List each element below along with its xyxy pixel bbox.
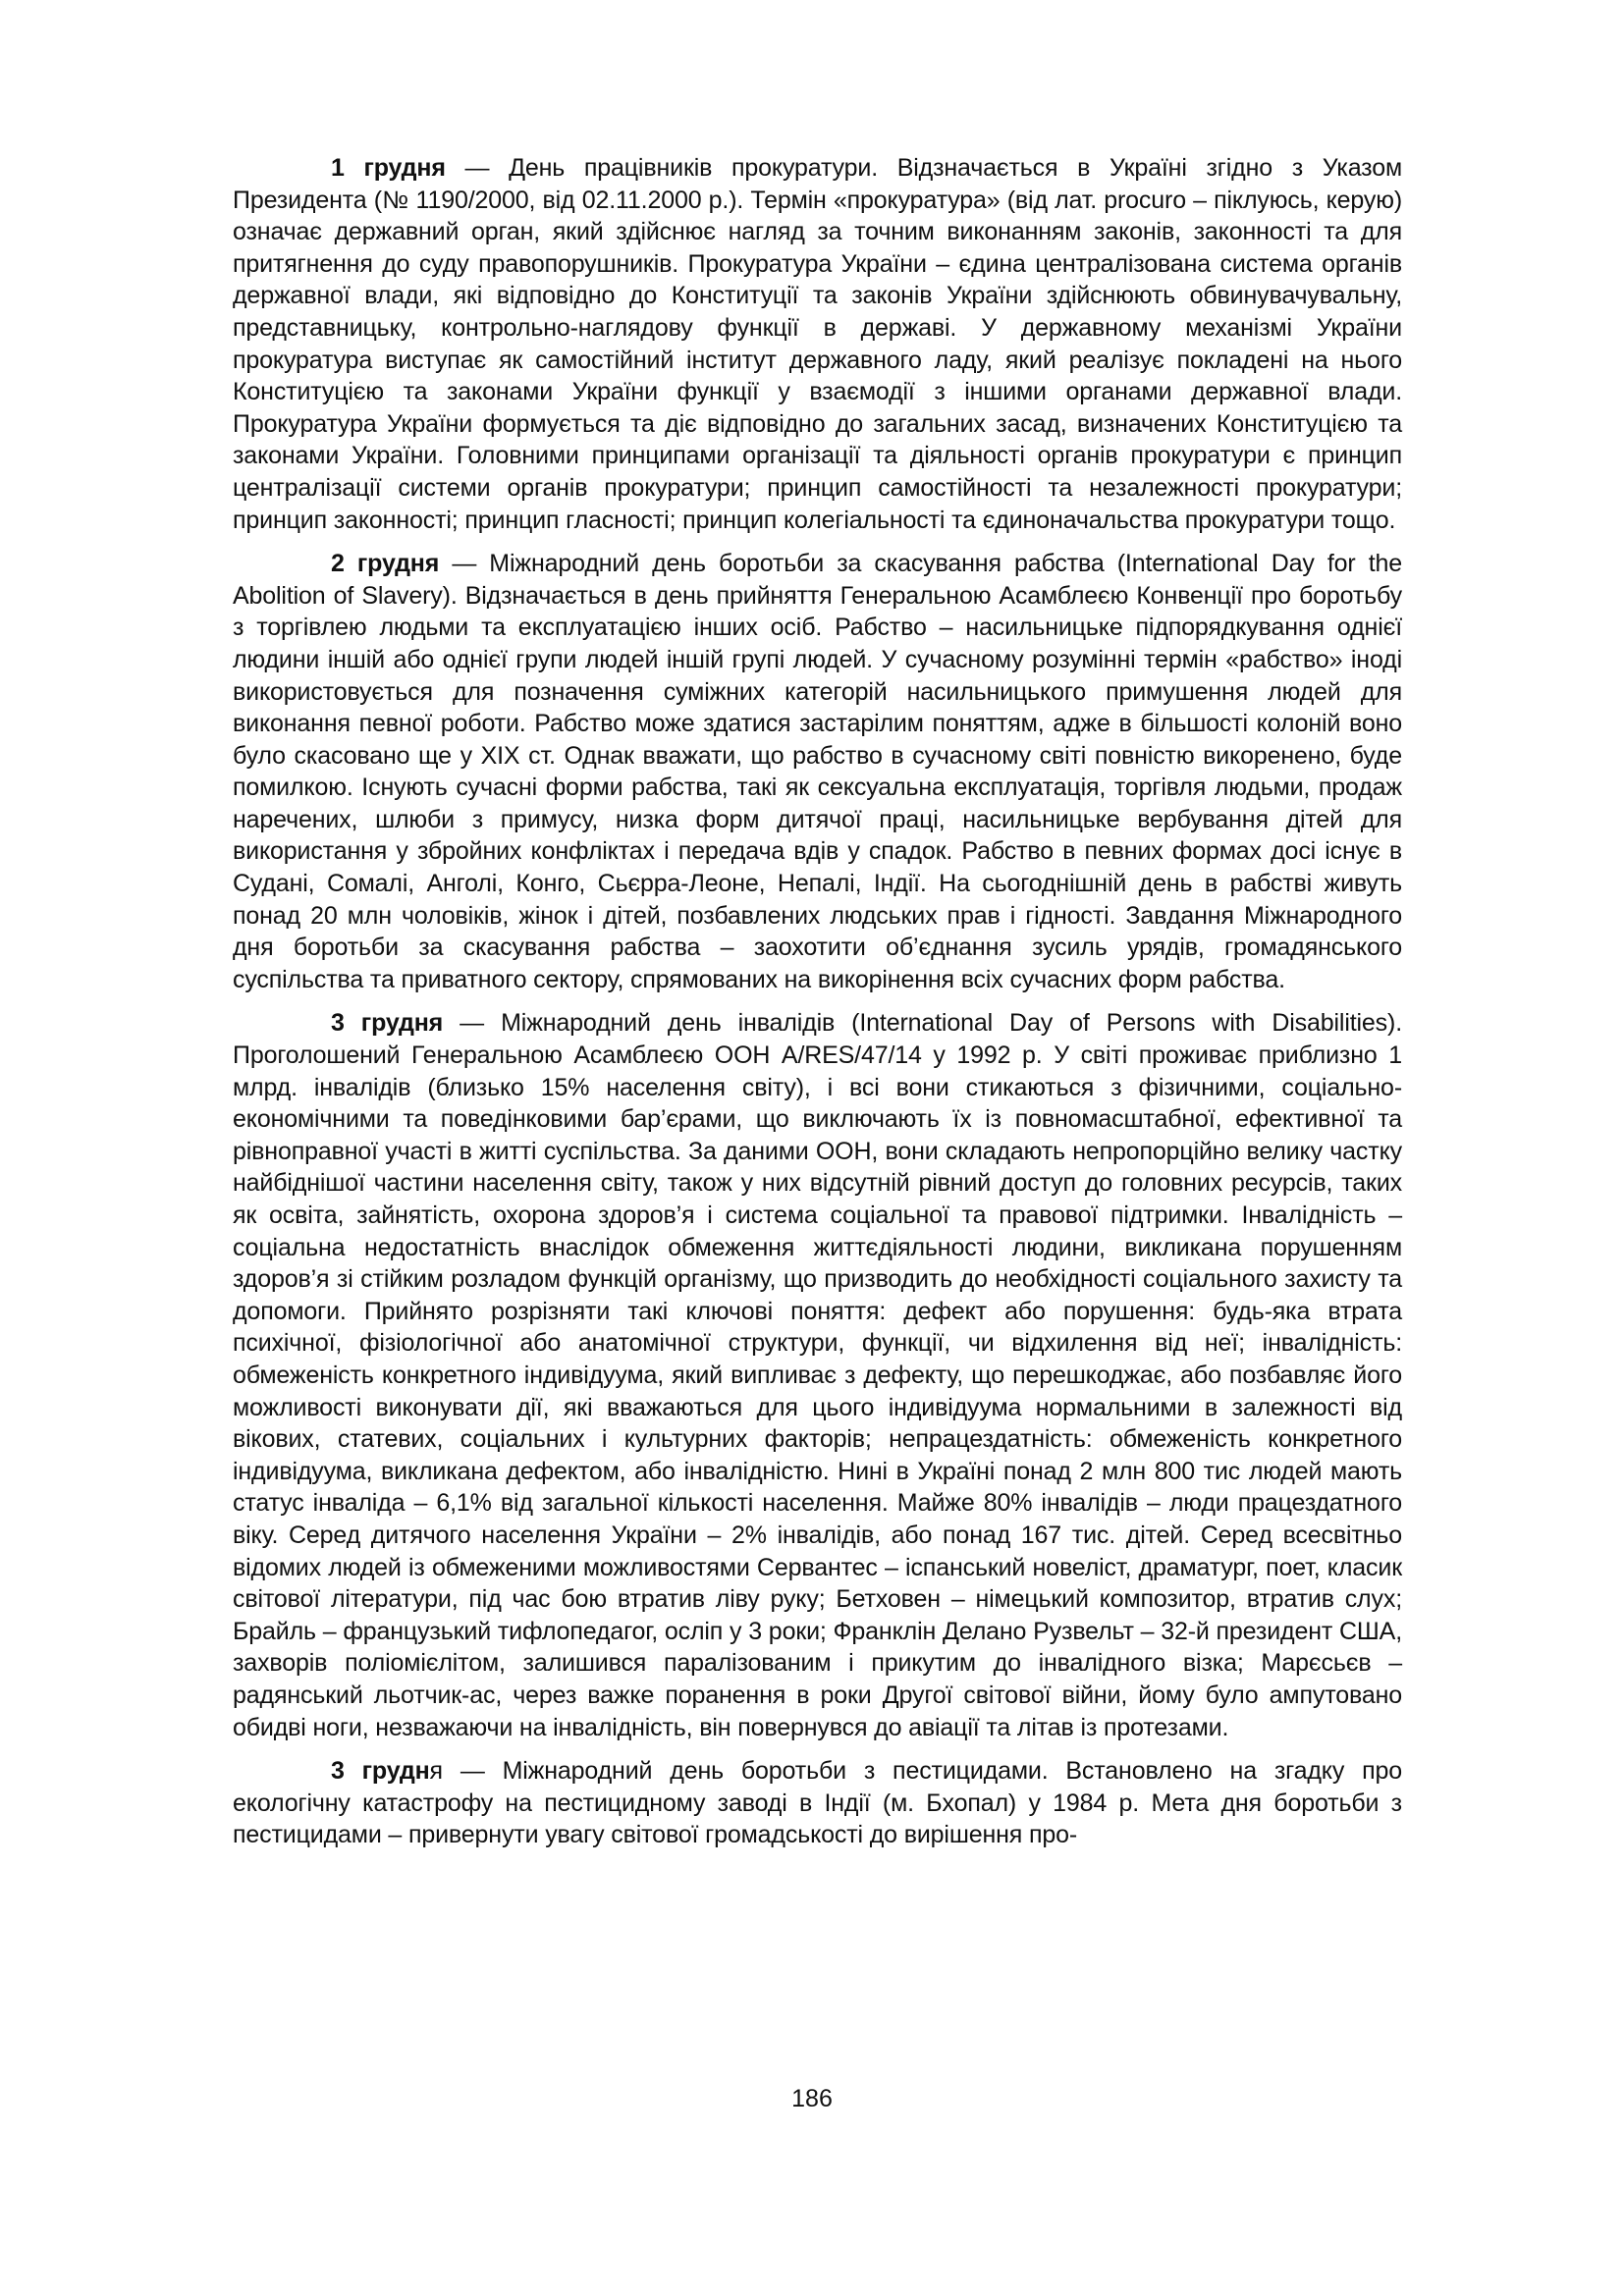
entry-dec-3-disabilities [233,1007,1402,1743]
entry-text: — День працівників прокуратури. Відзначається в Україні згідно з Указом Президента (№ 1190/2000, від 02.11.2000 р.). Термін «прокуратура» (від лат. procuro – піклуюсь, керую) означає державний орган, який здійснює нагляд за точним виконанням законів, законності та для притягнення до суду правопорушників. Прокуратура України – єдина централізована система органів державної влади, які відповідно до Конституції та законів України здійснюють обвинувачувальну, представницьку, контрольно-наглядову функції в державі. У державному механізмі України прокуратура виступає як самостійний інститут державного ладу, який реалізує покладені на нього Конституцією та законами України функції у взаємодії з іншими органами державної влади. Прокуратура України формується та діє відповідно до загальних засад, визначених Конституцією та законами України. Головними принципами організації та діяльності органів прокуратури є принцип централізації системи органів прокуратури; принцип самостійності та незалежності прокуратури; принцип законності; принцип гласності; принцип колегіальності та єдиноначальства прокуратури тощо. [233,154,1402,534]
entry-dec-1 [233,152,1402,536]
entry-date: 3 грудня [331,1009,444,1038]
entry-date: 2 грудня [331,550,440,578]
page-content [233,152,1402,1863]
entry-dec-3-pesticides [233,1755,1402,1851]
entry-text: я — Міжнародний день боротьби з пестицидами. Встановлено на згадку про екологічну катастрофу на пестицидному заводі в Індії (м. Бхопал) у 1984 р. Мета дня боротьби з пестицидами – привернути увагу світової громадськості до вирішення про- [233,1757,1403,1849]
page-number: 186 [791,2085,833,2112]
entry-text: — Міжнародний день боротьби за скасування рабства (International Day for the Abolition of Slavery). Відзначається в день прийняття Генеральною Асамблеєю Конвенції про боротьбу з торгівлею людьми та експлуатацією інших осіб. Рабство – насильницьке підпорядкування однієї людини іншій або однієї групи людей іншій групі людей. У сучасному розумінні термін «рабство» іноді використовується для позначення суміжних категорій насильницького примушення людей для виконання певної роботи. Рабство може здатися застарілим поняттям, адже в більшості колоній воно було скасовано ще у XIX ст. Однак вважати, що рабство в сучасному світі повністю викоренено, буде помилкою. Існують сучасні форми рабства, такі як сексуальна експлуатація, торгівля людьми, продаж наречених, шлюби з примусу, низка форм дитячої праці, насильницьке вербування дітей для використання у збройних конфліктах і передача вдів у спадок. Рабство в певних формах досі існує в Судані, Сомалі, Анголі, Конго, Сьєрра-Леоне, Непалі, Індії. На сьогоднішній день в рабстві живуть понад 20 млн чоловіків, жінок і дітей, позбавлених людських прав і гідності. Завдання Міжнародного дня боротьби за скасування рабства – заохотити об’єднання зусиль урядів, громадянського суспільства та приватного сектору, спрямованих на викорінення всіх сучасних форм рабства. [233,550,1402,993]
entry-text: — Міжнародний день інвалідів (International Day of Persons with Disabilities). Проголошений Генеральною Асамблеєю ООН A/RES/47/14 у 1992 р. У світі проживає приблизно 1 млрд. інвалідів (близько 15% населення світу), і всі вони стикаються з фізичними, соціально-економічними та поведінковими бар’єрами, що виключають їх із повномасштабної, ефективної та рівноправної участі в житті суспільства. За даними ООН, вони складають непропорційно велику частку найбіднішої частини населення світу, також у них відсутній рівний доступ до головних ресурсів, таких як освіта, зайнятість, охорона здоров’я і система соціальної та правової підтримки. Інвалідність – соціальна недостатність внаслідок обмеження життєдіяльності людини, викликана порушенням здоров’я зі стійким розладом функцій організму, що призводить до необхідності соціального захисту та допомоги. Прийнято розрізняти такі ключові поняття: дефект або порушення: будь-яка втрата психічної, фізіологічної або анатомічної структури, функції, чи відхилення від неї; інвалідність: обмеженість конкретного індивідуума, який випливає з дефекту, що перешкоджає, або позбавляє його можливості виконувати дії, які вважаються для цього індивідуума нормальними в залежності від вікових, статевих, соціальних і культурних факторів; непрацездатність: обмеженість конкретного індивідуума, викликана дефектом, або інвалідністю. Нині в Україні понад 2 млн 800 тис людей мають статус інваліда – 6,1% від загальної кількості населення. Майже 80% інвалідів – люди працездатного віку. Серед дитячого населення України – 2% інвалідів, або понад 167 тис. дітей. Серед всесвітньо відомих людей із обмеженими можливостями Сервантес – іспанський новеліст, драматург, поет, класик світової літератури, під час бою втратив ліву руку; Бетховен – німецький композитор, втратив слух; Брайль – французький тифлопедагог, осліп у 3 роки; Франклін Делано Рузвельт – 32-й президент США, захворів поліомієлітом, залишився паралізованим і прикутим до інвалідного візка; Марєсьєв – радянський льотчик-ас, через важке поранення в роки Другої світової війни, йому було ампутовано обидві ноги, незважаючи на інвалідність, він повернувся до авіації та літав із протезами. [233,1009,1403,1741]
entry-date: 3 грудн [331,1757,430,1786]
entry-date: 1 грудня [331,154,446,182]
entry-dec-2 [233,548,1402,995]
